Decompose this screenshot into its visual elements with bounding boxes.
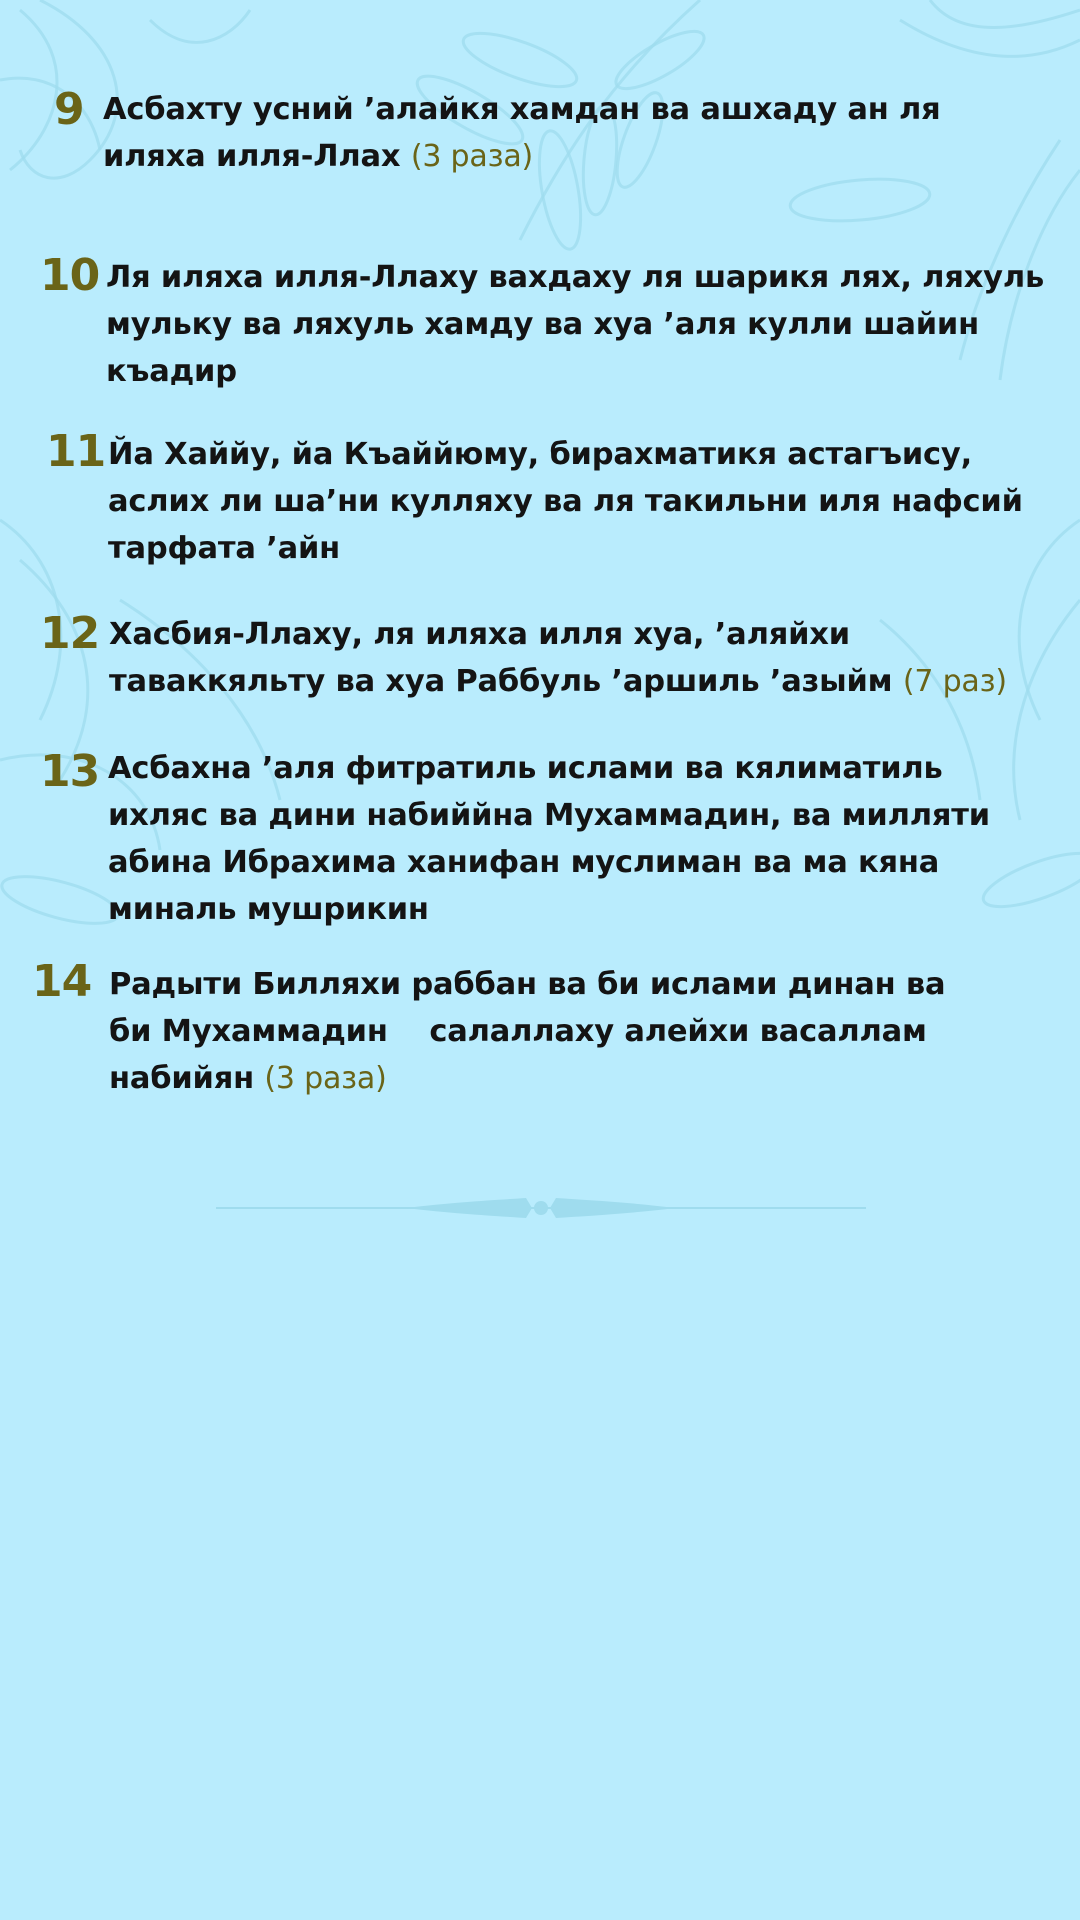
entry-number: 12 (40, 608, 100, 659)
entry-number: 14 (32, 956, 92, 1007)
entry-arabic-transliteration: Асбахту усний ʼалайкя хамдан ва ашхаду ан ля иляха илля-Ллах (103, 92, 941, 174)
entry-text (106, 254, 1056, 395)
entry-arabic-transliteration: Йа Хаййу, йа Къаййюму, бирахматикя астагъису, аслих ли шаʼни кулляху ва ля такильни иля нафсий тарфата ʼайн (108, 437, 1023, 566)
entry-text (109, 961, 989, 1102)
entry-text (103, 86, 1033, 180)
entry-number: 13 (40, 746, 100, 797)
entry-arabic-transliteration: Радыти Билляхи раббан ва би ислами динан ва би Мухаммадин салаллаху алейхи васаллам набийян (109, 967, 956, 1096)
entry-text (108, 431, 1048, 572)
entry-number: 9 (54, 84, 84, 135)
repeat-count: (7 раз) (902, 664, 1007, 699)
entry-text (109, 611, 1039, 705)
repeat-count: (3 раза) (410, 139, 534, 174)
ornamental-divider (216, 1194, 866, 1222)
repeat-count: (3 раза) (264, 1061, 387, 1096)
entry-arabic-transliteration: Ля иляха илля-Ллаху вахдаху ля шарикя лях, ляхуль мульку ва ляхуль хамду ва хуа ʼаля кулли шайин къадир (106, 260, 1045, 389)
entry-arabic-transliteration: Асбахна ʼаля фитратиль ислами ва кялиматиль ихляс ва дини набиййна Мухаммадин, ва милляти абина Ибрахима ханифан муслиман ва ма кяна миналь мушрикин (108, 751, 990, 927)
entry-text (108, 745, 1048, 933)
entry-arabic-transliteration: Хасбия-Ллаху, ля иляха илля хуа, ʼаляйхи таваккяльту ва хуа Раббуль ʼаршиль ʼазыйм (109, 617, 893, 699)
entry-number: 10 (40, 250, 100, 301)
entry-number: 11 (46, 426, 106, 477)
